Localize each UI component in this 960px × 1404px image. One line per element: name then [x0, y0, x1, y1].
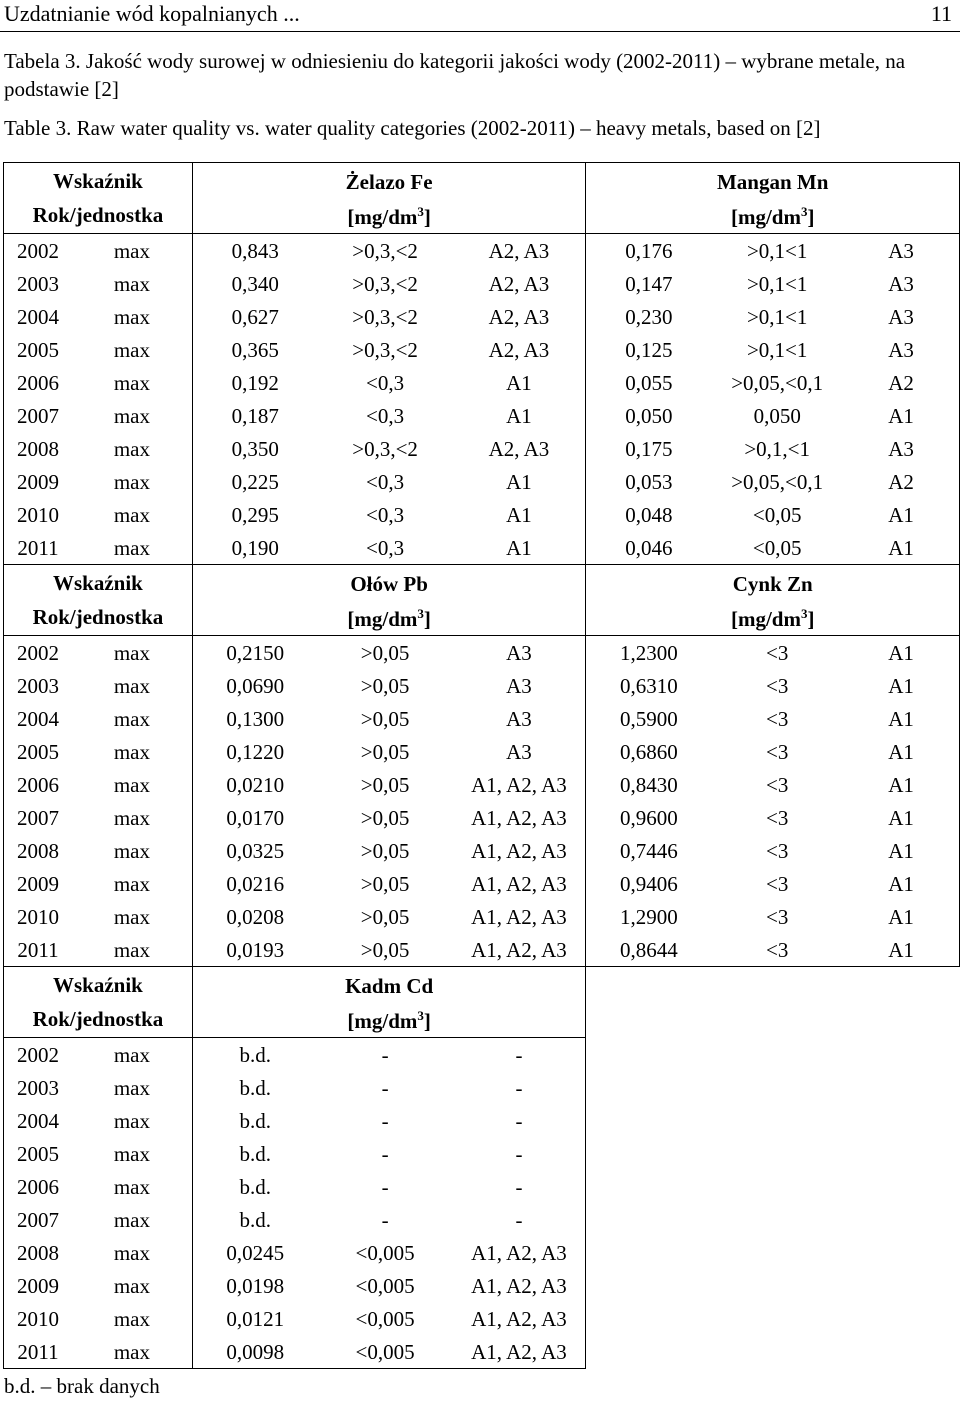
table-cell: 0,050	[625, 403, 673, 428]
table-cell: 0,175	[625, 436, 673, 461]
table-cell: A1	[843, 702, 959, 735]
table-cell: max	[72, 432, 192, 465]
table-cell: 2006	[4, 768, 72, 801]
table-cell: 0,230	[625, 304, 673, 329]
table-cell: 2002	[4, 234, 72, 268]
table-cell: A1, A2, A3	[453, 1302, 586, 1335]
year-unit-label: Rok/jednostka	[32, 203, 164, 227]
table-cell: 2007	[4, 801, 72, 834]
table-cell: -	[381, 1207, 389, 1232]
table-cell: b.d.	[239, 1207, 271, 1232]
table-caption-pl: Tabela 3. Jakość wody surowej w odniesieniu do kategorii jakości wody (2002-2011) – wybrane metale, na podstawie [2]	[4, 49, 906, 101]
table-cell: 2004	[4, 702, 72, 735]
table-cell: 0,9600	[619, 805, 678, 830]
table-cell: 0,295	[231, 502, 279, 527]
table-cell: max	[72, 1203, 192, 1236]
table-cell: max	[72, 300, 192, 333]
table-row	[4, 333, 960, 366]
table-cell: max	[72, 1335, 192, 1369]
table-cell: -	[381, 1174, 389, 1199]
metal-header	[192, 565, 586, 636]
table-cell: max	[72, 834, 192, 867]
table-cell: -	[453, 1038, 586, 1072]
table-row	[4, 1104, 960, 1137]
table-cell: max	[72, 1104, 192, 1137]
table-cell: -	[453, 1137, 586, 1170]
table-cell: 2008	[4, 1236, 72, 1269]
section-header-row	[4, 163, 960, 234]
unit-suffix: ]	[423, 607, 431, 631]
table-cell: b.d.	[239, 1075, 271, 1100]
table-cell: <0,05	[711, 531, 843, 565]
table-row	[4, 900, 960, 933]
table-row	[4, 498, 960, 531]
table-row	[4, 1236, 960, 1269]
table-cell: <0,005	[355, 1240, 415, 1265]
indicator-label: Wskaźnik	[52, 169, 143, 193]
table-row	[4, 399, 960, 432]
table-cell: max	[72, 867, 192, 900]
table-cell: 2005	[4, 1137, 72, 1170]
table-cell: <3	[766, 673, 789, 698]
table-cell: <3	[766, 772, 789, 797]
table-row	[4, 933, 960, 967]
table-cell: A1	[453, 366, 586, 399]
metal-header	[192, 967, 586, 1038]
table-row	[4, 366, 960, 399]
table-cell: max	[72, 933, 192, 967]
table-cell: 0,1220	[226, 739, 285, 764]
table-cell: A3	[453, 702, 586, 735]
metal-name: Żelazo Fe	[345, 170, 433, 194]
table-cell: <3	[766, 805, 789, 830]
table-cell: A3	[843, 300, 959, 333]
table-cell: A1	[453, 531, 586, 565]
table-cell: A2, A3	[453, 300, 586, 333]
table-row	[4, 735, 960, 768]
table-cell: <0,005	[355, 1306, 415, 1331]
table-cell: A2	[843, 366, 959, 399]
unit-prefix: [mg/dm	[347, 1009, 418, 1033]
table-cell: 0,0690	[226, 673, 285, 698]
table-cell: 2011	[4, 933, 72, 967]
table-cell: A3	[843, 234, 959, 268]
unit-exponent: 3	[417, 1008, 424, 1023]
table-cell: >0,1<1	[746, 238, 808, 263]
table-row	[4, 267, 960, 300]
table-cell: >0,05	[360, 904, 410, 929]
table-cell: max	[72, 234, 192, 268]
table-cell: max	[72, 702, 192, 735]
table-cell: <3	[766, 640, 789, 665]
table-cell: 2005	[4, 333, 72, 366]
table-cell: max	[72, 531, 192, 565]
table-cell: >0,05	[360, 706, 410, 731]
table-cell: <0,3	[366, 469, 405, 494]
table-cell: 0,9406	[619, 871, 678, 896]
table-cell: 2004	[4, 1104, 72, 1137]
indicator-label: Wskaźnik	[52, 973, 143, 997]
unit-prefix: [mg/dm	[347, 205, 418, 229]
year-unit-label: Rok/jednostka	[32, 1007, 164, 1031]
metal-header	[192, 163, 586, 234]
table-cell: A1, A2, A3	[453, 933, 586, 967]
table-cell: 0,0210	[226, 772, 285, 797]
table-cell: 0,147	[625, 271, 673, 296]
running-title: Uzdatnianie wód kopalnianych ...	[4, 1, 300, 26]
table-cell: A3	[453, 636, 586, 670]
metal-header	[586, 565, 960, 636]
table-row	[4, 636, 960, 670]
table-cell: 2007	[4, 399, 72, 432]
table-cell: 2010	[4, 498, 72, 531]
table-cell: >0,05,<0,1	[731, 370, 824, 395]
table-cell: >0,3,<2	[352, 238, 418, 263]
table-row	[4, 801, 960, 834]
table-cell: 2006	[4, 1170, 72, 1203]
table-cell: >0,05	[360, 838, 410, 863]
unit-label	[347, 1009, 431, 1033]
table-cell: <0,3	[366, 502, 405, 527]
table-caption-en: Table 3. Raw water quality vs. water quality categories (2002-2011) – heavy metals, based on [2]	[4, 116, 821, 140]
table-row	[4, 465, 960, 498]
table-cell: -	[381, 1141, 389, 1166]
table-cell: A1	[843, 801, 959, 834]
unit-prefix: [mg/dm	[730, 607, 801, 631]
table-cell: 0,0216	[226, 871, 285, 896]
table-cell: <0,005	[318, 1335, 453, 1369]
table-cell: A1	[843, 768, 959, 801]
table-cell: 0,046	[586, 531, 711, 565]
unit-prefix: [mg/dm	[347, 607, 418, 631]
table-cell: max	[72, 1071, 192, 1104]
table-row	[4, 867, 960, 900]
table-cell: -	[453, 1104, 586, 1137]
table-cell: 2010	[4, 900, 72, 933]
table-cell: >0,3,<2	[352, 436, 418, 461]
table-cell: 0,055	[625, 370, 673, 395]
table-row	[4, 1203, 960, 1236]
table-cell: 2008	[4, 432, 72, 465]
table-cell: A1, A2, A3	[453, 1269, 586, 1302]
table-cell: >0,3,<2	[352, 271, 418, 296]
section-header-row	[4, 565, 960, 636]
table-cell: <3	[766, 838, 789, 863]
table-cell: A1	[453, 399, 586, 432]
indicator-header	[4, 163, 193, 234]
table-cell: max	[72, 399, 192, 432]
table-cell: >0,05	[360, 739, 410, 764]
table-cell: max	[72, 1038, 192, 1072]
indicator-header	[4, 565, 193, 636]
footnote: b.d. – brak danych	[4, 1374, 160, 1398]
table-cell: <0,3	[318, 531, 453, 565]
unit-suffix: ]	[423, 1009, 431, 1033]
unit-exponent: 3	[800, 606, 808, 621]
table-cell: A1, A2, A3	[453, 1236, 586, 1269]
table-cell: A2, A3	[453, 432, 586, 465]
table-cell: max	[72, 1236, 192, 1269]
table-cell: 0,0245	[226, 1240, 285, 1265]
table-row	[4, 702, 960, 735]
table-cell: A1	[843, 900, 959, 933]
unit-suffix: ]	[807, 607, 815, 631]
table-cell: 0,192	[231, 370, 279, 395]
table-cell: 0,8430	[619, 772, 678, 797]
table-cell: >0,1<1	[746, 304, 808, 329]
table-row	[4, 1038, 960, 1072]
table-cell: A1	[843, 531, 959, 565]
table-cell: A3	[453, 735, 586, 768]
table-cell: <3	[766, 706, 789, 731]
table-cell: 2002	[4, 636, 72, 670]
metal-name: Ołów Pb	[350, 572, 428, 596]
unit-label	[347, 205, 431, 229]
table-cell: >0,1<1	[746, 271, 808, 296]
table-cell: >0,05	[360, 805, 410, 830]
table-cell: max	[72, 267, 192, 300]
table-cell: A3	[843, 432, 959, 465]
table-cell: max	[72, 801, 192, 834]
table-cell: 2006	[4, 366, 72, 399]
table-cell: 2008	[4, 834, 72, 867]
table-cell: max	[72, 768, 192, 801]
water-quality-table	[3, 162, 960, 1369]
table-cell: A2, A3	[453, 234, 586, 268]
table-cell: 2009	[4, 867, 72, 900]
table-cell: b.d.	[239, 1042, 271, 1067]
table-cell: 0,0121	[226, 1306, 285, 1331]
table-row	[4, 234, 960, 268]
table-cell: max	[72, 669, 192, 702]
table-cell: 0,365	[231, 337, 279, 362]
indicator-label: Wskaźnik	[52, 571, 143, 595]
table-cell: >0,05	[360, 871, 410, 896]
table-cell: max	[72, 1302, 192, 1335]
table-cell: 2009	[4, 465, 72, 498]
table-cell: A1	[843, 834, 959, 867]
table-row	[4, 768, 960, 801]
metal-name: Kadm Cd	[345, 974, 434, 998]
table-cell: max	[72, 735, 192, 768]
table-cell: 0,050	[753, 403, 801, 428]
table-row	[4, 834, 960, 867]
table-cell: A1, A2, A3	[453, 867, 586, 900]
table-row	[4, 1302, 960, 1335]
table-cell: A1	[843, 498, 959, 531]
table-cell: 2007	[4, 1203, 72, 1236]
table-cell: A2	[843, 465, 959, 498]
table-cell: 1,2300	[619, 640, 678, 665]
table-cell: A3	[843, 267, 959, 300]
table-cell: 0,1300	[226, 706, 285, 731]
table-cell: A2, A3	[453, 333, 586, 366]
table-cell: 0,176	[625, 238, 673, 263]
table-cell: A3	[843, 333, 959, 366]
table-cell: max	[72, 498, 192, 531]
unit-suffix: ]	[423, 205, 431, 229]
table-cell: 0,5900	[619, 706, 678, 731]
metal-header	[586, 163, 960, 234]
table-cell: >0,05	[360, 772, 410, 797]
table-cell: 0,048	[625, 502, 673, 527]
table-cell: -	[453, 1170, 586, 1203]
year-unit-label: Rok/jednostka	[32, 605, 164, 629]
table-cell: A1, A2, A3	[453, 900, 586, 933]
table-cell: <3	[766, 904, 789, 929]
table-row	[4, 300, 960, 333]
table-cell: 0,627	[231, 304, 279, 329]
table-cell: >0,05	[318, 933, 453, 967]
table-cell: A1, A2, A3	[453, 801, 586, 834]
indicator-header	[4, 967, 193, 1038]
table-cell: A1	[843, 867, 959, 900]
table-row	[4, 1335, 960, 1369]
table-cell: 0,190	[192, 531, 317, 565]
table-row	[4, 1170, 960, 1203]
table-cell: 2003	[4, 267, 72, 300]
table-cell: -	[381, 1075, 389, 1100]
table-cell: 2003	[4, 1071, 72, 1104]
table-cell: 0,8644	[586, 933, 711, 967]
table-cell: 0,843	[231, 238, 279, 263]
table-row	[4, 531, 960, 565]
table-cell: 0,7446	[619, 838, 678, 863]
table-cell: >0,05,<0,1	[731, 469, 824, 494]
metal-name: Mangan Mn	[716, 170, 829, 194]
table-cell: A1, A2, A3	[453, 1335, 586, 1369]
table-cell: 0,0198	[226, 1273, 285, 1298]
table-cell: 2010	[4, 1302, 72, 1335]
table-cell: A1	[843, 735, 959, 768]
table-cell: 2003	[4, 669, 72, 702]
table-cell: A1	[843, 399, 959, 432]
table-row	[4, 432, 960, 465]
unit-label	[347, 607, 431, 631]
table-cell: 2009	[4, 1269, 72, 1302]
table-cell: 1,2900	[619, 904, 678, 929]
table-cell: A1	[453, 465, 586, 498]
table-cell: -	[381, 1108, 389, 1133]
table-cell: max	[72, 636, 192, 670]
table-cell: <0,05	[752, 502, 802, 527]
table-row	[4, 669, 960, 702]
table-cell: <0,3	[366, 370, 405, 395]
table-cell: A1, A2, A3	[453, 834, 586, 867]
table-cell: max	[72, 465, 192, 498]
table-cell: 2005	[4, 735, 72, 768]
table-cell: b.d.	[239, 1108, 271, 1133]
table-cell: <0,005	[355, 1273, 415, 1298]
table-cell: b.d.	[239, 1174, 271, 1199]
unit-suffix: ]	[807, 205, 815, 229]
unit-label	[731, 607, 815, 631]
table-cell: max	[72, 1170, 192, 1203]
table-cell: 0,0098	[192, 1335, 317, 1369]
table-cell: 2004	[4, 300, 72, 333]
table-cell: max	[72, 366, 192, 399]
table-cell: >0,05	[360, 673, 410, 698]
table-cell: <3	[766, 739, 789, 764]
table-cell: 0,350	[231, 436, 279, 461]
table-cell: 2002	[4, 1038, 72, 1072]
table-cell: A1, A2, A3	[453, 768, 586, 801]
table-row	[4, 1269, 960, 1302]
unit-label	[731, 205, 815, 229]
table-row	[4, 1071, 960, 1104]
table-cell: A3	[453, 669, 586, 702]
table-cell: max	[72, 1269, 192, 1302]
table-cell: 0,0193	[192, 933, 317, 967]
table-cell: 2011	[4, 1335, 72, 1369]
metal-name: Cynk Zn	[732, 572, 813, 596]
table-cell: 0,0325	[226, 838, 285, 863]
table-cell: >0,3,<2	[352, 337, 418, 362]
table-cell: A1	[843, 636, 959, 670]
table-cell: <3	[766, 871, 789, 896]
table-cell: 0,187	[231, 403, 279, 428]
table-cell: -	[453, 1203, 586, 1236]
unit-exponent: 3	[417, 204, 424, 219]
unit-exponent: 3	[417, 606, 424, 621]
page-number: 11	[930, 1, 952, 26]
table-cell: 0,053	[625, 469, 673, 494]
table-cell: 0,2150	[226, 640, 285, 665]
table-cell: 0,125	[625, 337, 673, 362]
table-cell: max	[72, 333, 192, 366]
table-cell: 0,0208	[226, 904, 285, 929]
table-cell: 0,6310	[619, 673, 678, 698]
section-header-row	[4, 967, 960, 1038]
table-cell: -	[381, 1042, 389, 1067]
table-cell: <3	[711, 933, 843, 967]
unit-exponent: 3	[800, 204, 808, 219]
metals-table	[3, 162, 960, 1369]
table-cell: -	[453, 1071, 586, 1104]
table-cell: 0,340	[231, 271, 279, 296]
table-cell: <0,3	[366, 403, 405, 428]
table-cell: max	[72, 1137, 192, 1170]
unit-prefix: [mg/dm	[730, 205, 801, 229]
page-header	[0, 0, 960, 32]
table-cell: >0,05	[360, 640, 410, 665]
table-cell: A2, A3	[453, 267, 586, 300]
table-row	[4, 1137, 960, 1170]
table-cell: 2011	[4, 531, 72, 565]
table-cell: max	[72, 900, 192, 933]
table-cell: >0,3,<2	[352, 304, 418, 329]
table-cell: A1	[843, 933, 959, 967]
table-cell: 0,225	[231, 469, 279, 494]
table-cell: >0,1,<1	[744, 436, 811, 461]
table-cell: A1	[453, 498, 586, 531]
table-cell: 0,0170	[226, 805, 285, 830]
table-cell: b.d.	[239, 1141, 271, 1166]
table-cell: 0,6860	[619, 739, 678, 764]
table-cell: >0,1<1	[746, 337, 808, 362]
table-cell: A1	[843, 669, 959, 702]
